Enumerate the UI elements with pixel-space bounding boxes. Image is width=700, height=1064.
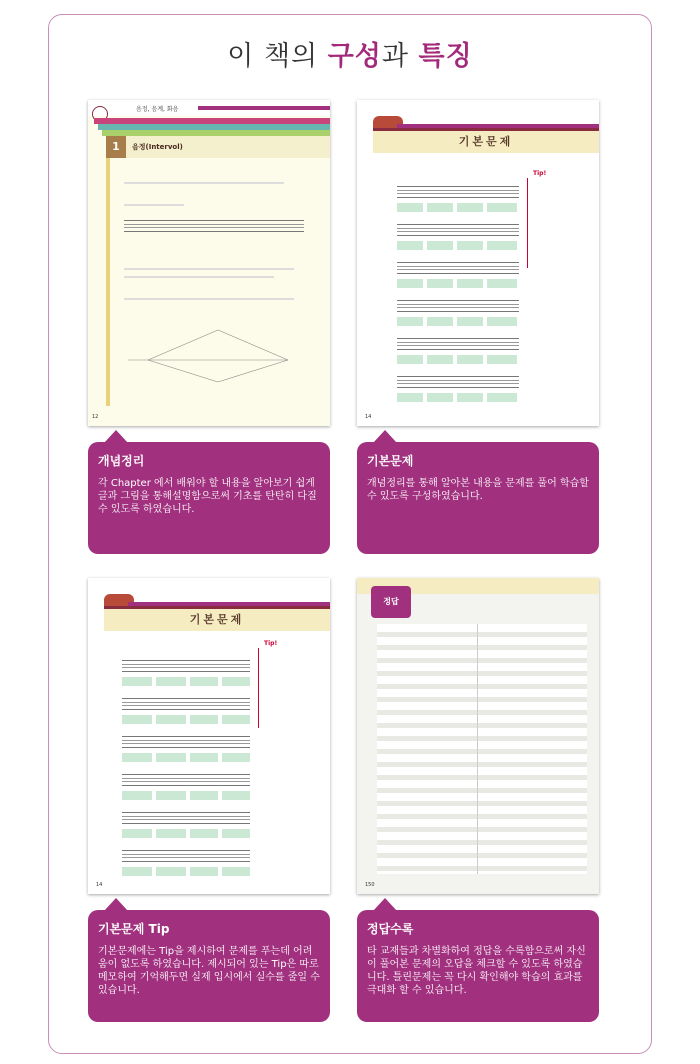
section-banner: 기본문제: [373, 128, 599, 153]
left-margin-bar: [106, 158, 110, 406]
card-heading: 개념정리: [98, 454, 145, 468]
answer-list: [377, 624, 587, 874]
card-pointer: [104, 898, 128, 911]
answer-box: [427, 279, 453, 288]
text-line: [124, 204, 184, 206]
chapter-number: 1: [106, 136, 126, 158]
answer-box: [397, 393, 423, 402]
card-heading: 기본문제: [367, 454, 414, 468]
answer-box: [457, 393, 483, 402]
tip-line: [258, 648, 259, 728]
answer-box: [190, 829, 218, 838]
tip-line: [527, 178, 528, 268]
answer-box: [222, 791, 250, 800]
text-line: [124, 276, 274, 278]
page-title: 이 책의 구성과 특징: [227, 41, 473, 72]
tip-label: Tip!: [264, 640, 278, 647]
music-staff: [397, 224, 519, 236]
column-divider: [477, 624, 478, 874]
interval-diagram: [128, 320, 308, 390]
answer-box: [457, 241, 483, 250]
card-answers: [357, 910, 599, 1022]
answer-box: [122, 715, 152, 724]
answer-box: [222, 715, 250, 724]
answer-box: [487, 279, 517, 288]
answer-box: [156, 753, 186, 762]
answer-box: [156, 715, 186, 724]
text-line: [124, 298, 294, 300]
answer-box: [487, 317, 517, 326]
answer-box: [122, 791, 152, 800]
answer-box: [457, 279, 483, 288]
answer-box: [222, 867, 250, 876]
tip-label: Tip!: [533, 170, 547, 177]
answer-box: [457, 317, 483, 326]
music-staff: [397, 338, 519, 350]
page-number: 150: [365, 882, 375, 888]
answer-box: [222, 753, 250, 762]
answer-box: [190, 753, 218, 762]
answer-box: [190, 791, 218, 800]
card-body: 타 교재들과 차별화하여 정답을 수록함으로써 자신이 풀어본 문제의 오답을 체크할 수 있도록 하였습니다. 틀린문제는 꼭 다시 확인해야 학습의 효과를 극대화 할 수 있습니다.: [367, 946, 586, 996]
answer-box: [190, 677, 218, 686]
answer-box: [457, 355, 483, 364]
music-staff: [397, 300, 519, 312]
card-body: 각 Chapter 에서 배워야 할 내용을 알아보기 쉽게 글과 그림을 통해설명함으로써 기초를 탄탄히 다질 수 있도록 하였습니다.: [98, 478, 317, 515]
answer-box: [190, 867, 218, 876]
music-staff: [122, 812, 250, 824]
music-staff: [122, 774, 250, 786]
page-header-text: 음정, 음계, 화음: [136, 106, 179, 113]
answer-box: [156, 677, 186, 686]
page-number: 14: [96, 882, 103, 888]
card-heading: 기본문제 Tip: [98, 922, 170, 936]
answer-box: [487, 241, 517, 250]
answer-box: [487, 393, 517, 402]
page-number: 12: [92, 414, 99, 420]
header-bar: [198, 106, 330, 110]
card-basic-problem: [357, 442, 599, 554]
music-staff: [122, 736, 250, 748]
answer-box: [427, 393, 453, 402]
music-staff: [397, 376, 519, 388]
answer-box: [427, 241, 453, 250]
answer-box: [397, 241, 423, 250]
answer-box: [122, 677, 152, 686]
answer-box: [122, 753, 152, 762]
card-concept: [88, 442, 330, 554]
answer-box: [122, 829, 152, 838]
answer-box: [156, 791, 186, 800]
text-line: [124, 182, 284, 184]
card-body: 개념정리를 통해 알아본 내용을 문제를 풀어 학습할 수 있도록 구성하였습니다.: [367, 478, 589, 502]
card-heading: 정답수록: [367, 922, 414, 936]
answer-tab: 정답: [371, 586, 411, 618]
card-pointer: [373, 430, 397, 443]
answer-box: [397, 317, 423, 326]
answer-box: [222, 677, 250, 686]
answer-box: [122, 867, 152, 876]
answer-box: [427, 355, 453, 364]
answer-box: [487, 355, 517, 364]
answer-box: [222, 829, 250, 838]
chapter-title: 음정(Intervol): [132, 143, 183, 151]
answer-box: [457, 203, 483, 212]
music-staff: [397, 262, 519, 274]
card-pointer: [373, 898, 397, 911]
basic-problem-page-thumbnail: [357, 100, 599, 426]
basic-problem-tip-page-thumbnail: [88, 578, 330, 894]
concept-page-thumbnail: [88, 100, 330, 426]
music-staff: [397, 186, 519, 198]
section-banner: 기본문제: [104, 606, 330, 631]
card-body: 기본문제에는 Tip을 제시하여 문제를 푸는데 어려움이 없도록 하였습니다. 제시되어 있는 Tip은 따로 메모하여 기억해두면 실제 입시에서 실수를 줄일 수 있습니다.: [98, 946, 320, 996]
answer-box: [427, 203, 453, 212]
answer-box: [190, 715, 218, 724]
answer-box: [156, 829, 186, 838]
answer-box: [427, 317, 453, 326]
text-line: [124, 268, 294, 270]
answer-box: [397, 355, 423, 364]
card-basic-problem-tip: [88, 910, 330, 1022]
page-header-strip: [88, 100, 330, 116]
music-staff: [122, 850, 250, 862]
music-staff: [124, 220, 304, 232]
answer-box: [397, 203, 423, 212]
answer-page-thumbnail: [357, 578, 599, 894]
music-staff: [122, 698, 250, 710]
page-number: 14: [365, 414, 372, 420]
music-staff: [122, 660, 250, 672]
answer-box: [156, 867, 186, 876]
answer-box: [397, 279, 423, 288]
answer-box: [487, 203, 517, 212]
card-pointer: [104, 430, 128, 443]
